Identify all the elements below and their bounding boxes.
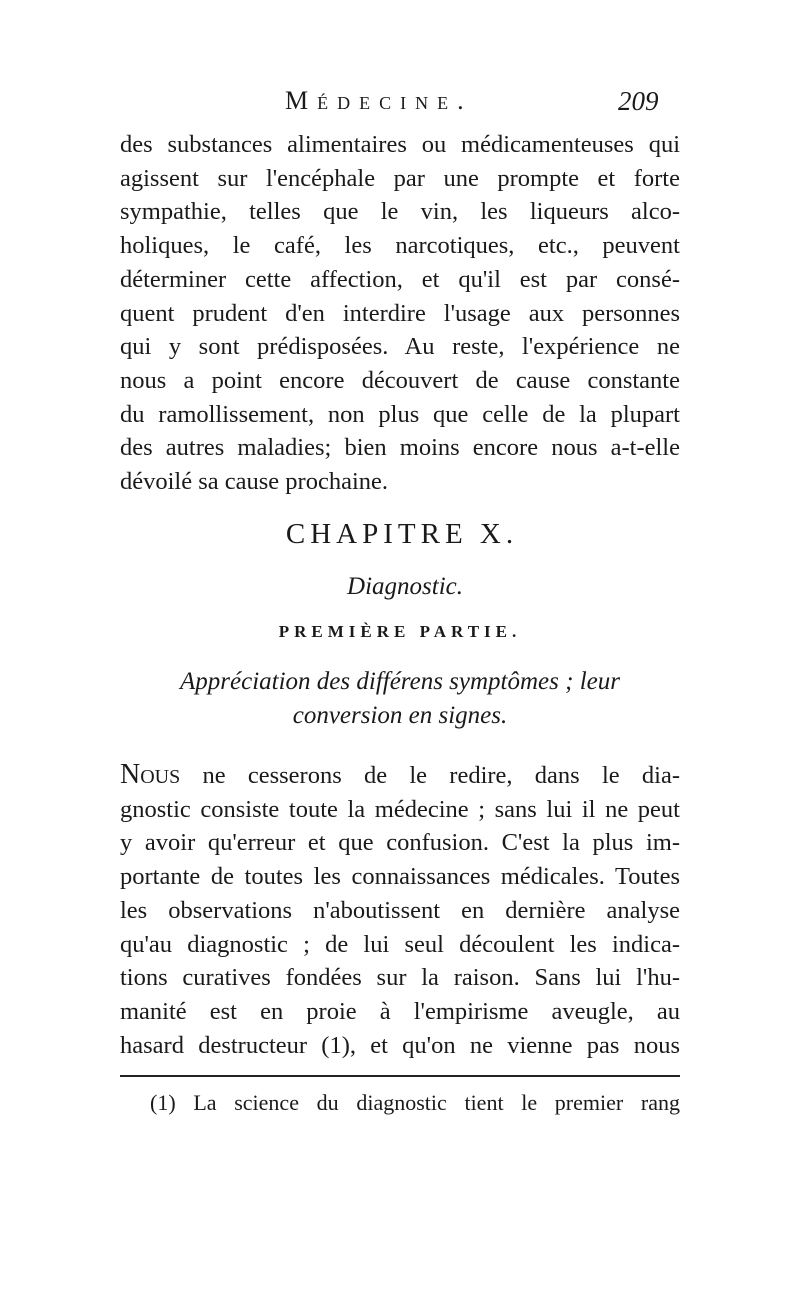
text-line: des substances alimentaires ou médicamenteuses qui <box>120 131 680 158</box>
main-paragraph <box>120 758 680 1062</box>
chapter-title: CHAPITRE X. <box>285 518 519 550</box>
text-line: y avoir qu'erreur et que confusion. C'est la plus im- <box>120 829 680 857</box>
subtitle-line: conversion en signes. <box>292 702 508 729</box>
dropcap-word: Nous <box>120 759 181 790</box>
text-line: sympathie, telles que le vin, les liqueurs alco- <box>120 198 680 226</box>
running-head <box>0 86 800 126</box>
text-line: des autres maladies; bien moins encore nous a-t-elle <box>120 434 680 462</box>
text-line: dévoilé sa cause prochaine. <box>120 468 389 496</box>
footnote: (1) La science du diagnostic tient le premier rang <box>150 1090 680 1115</box>
text-line <box>120 758 680 793</box>
page-number: 209 <box>618 86 659 116</box>
text-line: hasard destructeur (1), et qu'on ne vienne pas nous <box>120 1031 680 1059</box>
text-line: déterminer cette affection, et qu'il est par consé- <box>120 265 680 293</box>
text-line: du ramollissement, non plus que celle de la plupart <box>120 400 680 428</box>
part-title: PREMIÈRE PARTIE. <box>278 622 522 641</box>
text-line: tions curatives fondées sur la raison. Sans lui l'hu- <box>120 964 680 992</box>
text-line: portante de toutes les connaissances médicales. Toutes <box>120 863 680 891</box>
text-line: agissent sur l'encéphale par une prompte et forte <box>120 164 680 192</box>
footnote-divider <box>120 1075 680 1077</box>
text-line: qui y sont prédisposées. Au reste, l'expérience ne <box>120 333 680 361</box>
section-title: Diagnostic. <box>347 573 463 600</box>
text-line: les observations n'aboutissent en dernière analyse <box>120 896 680 924</box>
text-line: gnostic consiste toute la médecine ; sans lui il ne peut <box>120 795 680 823</box>
text-line: holiques, le café, les narcotiques, etc., peuvent <box>120 232 680 260</box>
text-line: quent prudent d'en interdire l'usage aux personnes <box>120 299 680 327</box>
text-line: nous a point encore découvert de cause constante <box>120 366 680 394</box>
text-line: qu'au diagnostic ; de lui seul découlent les indica- <box>120 930 680 958</box>
running-title: Médecine. <box>285 86 473 115</box>
first-line-text: ne cesserons de le redire, dans le dia- <box>180 762 680 789</box>
text-line: manité est en proie à l'empirisme aveugle, au <box>120 997 680 1025</box>
subtitle-line: Appréciation des différens symptômes ; leur <box>180 668 620 695</box>
top-paragraph <box>120 128 680 499</box>
